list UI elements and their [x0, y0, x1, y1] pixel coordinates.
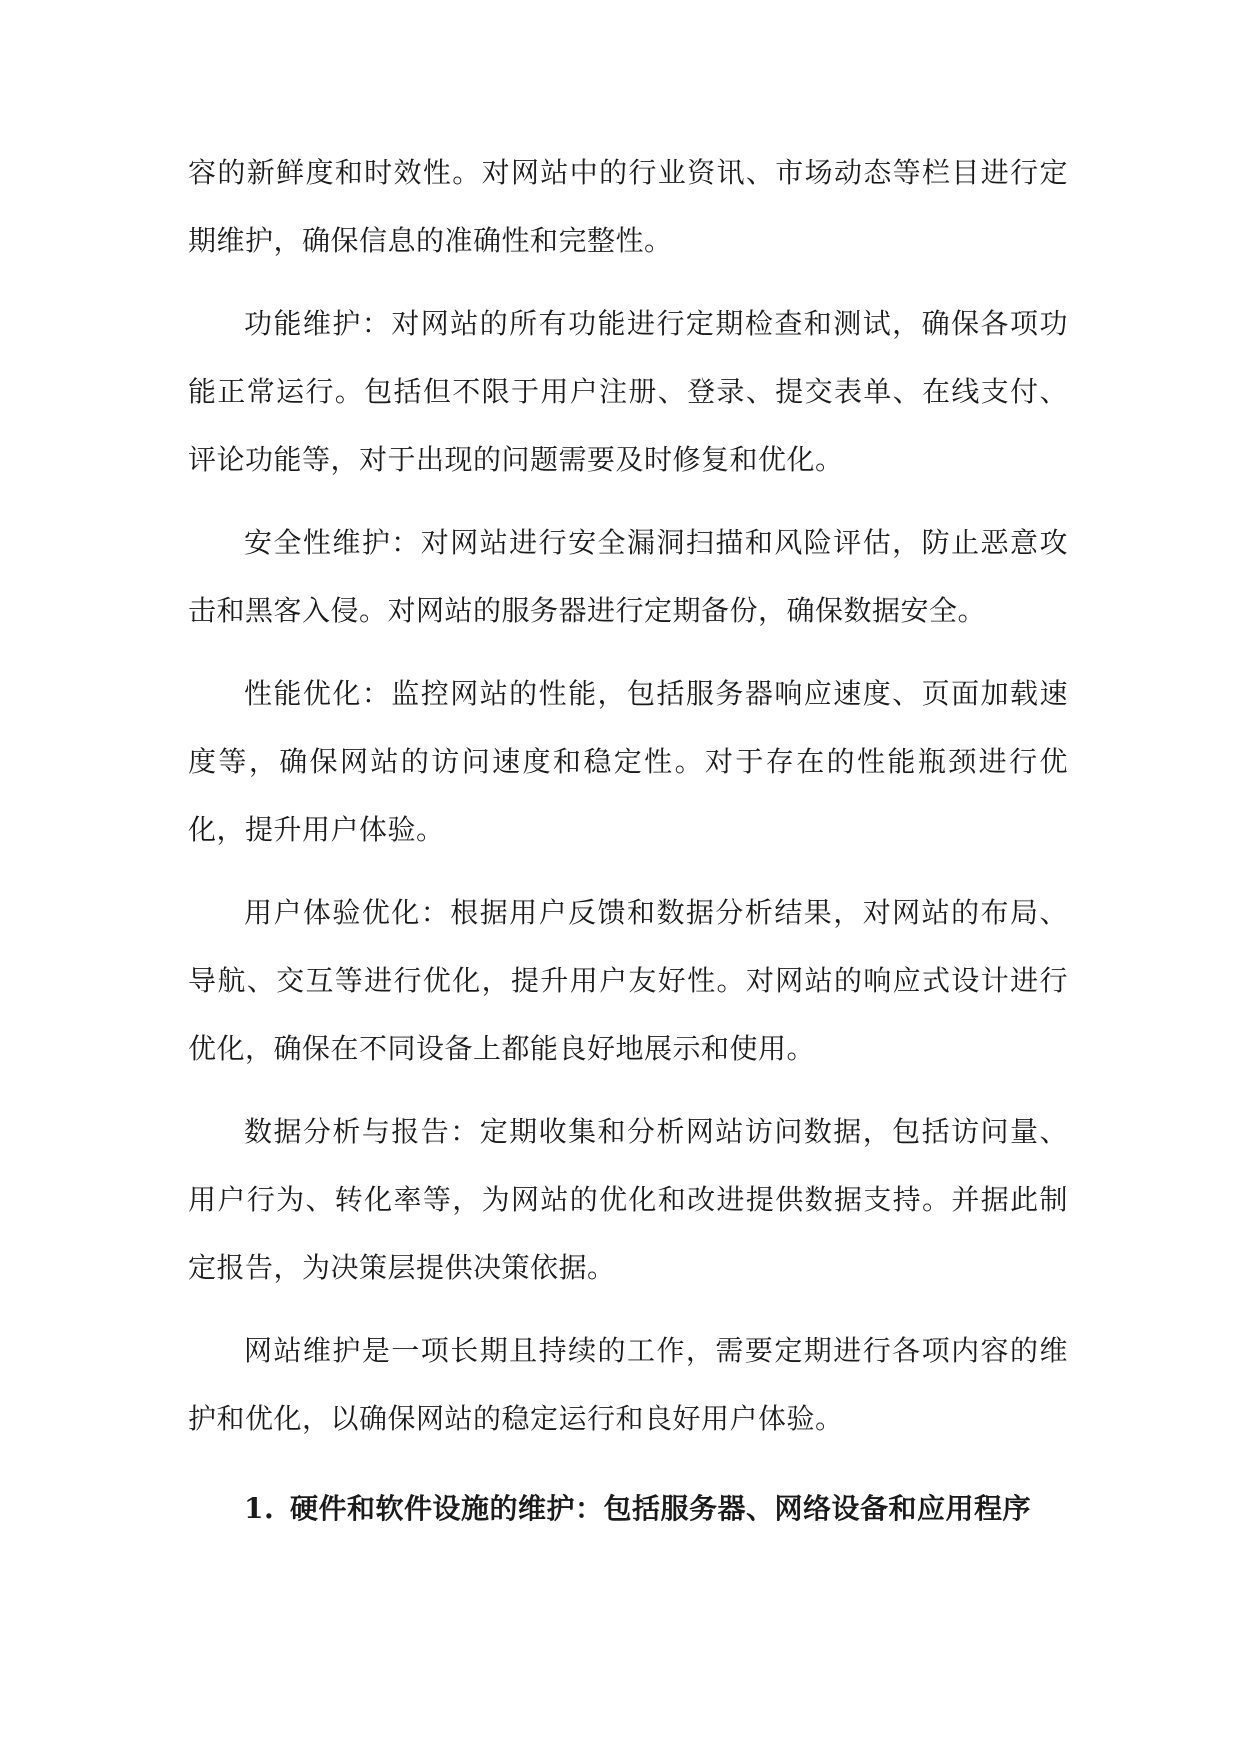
document-body	[188, 139, 1068, 1543]
paragraph-function-maintenance: 功能维护：对网站的所有功能进行定期检查和测试，确保各项功能正常运行。包括但不限于用户注册、登录、提交表单、在线支付、评论功能等，对于出现的问题需要及时修复和优化。	[188, 307, 1068, 476]
section-heading-number: 1.	[244, 1492, 275, 1525]
section-heading	[188, 1475, 1068, 1543]
section-heading-text: 硬件和软件设施的维护：包括服务器、网络设备和应用程序	[290, 1492, 1032, 1525]
paragraph-data-analysis: 数据分析与报告：定期收集和分析网站访问数据，包括访问量、用户行为、转化率等，为网站的优化和改进提供数据支持。并据此制定报告，为决策层提供决策依据。	[188, 1115, 1068, 1284]
paragraph-ux-optimization: 用户体验优化：根据用户反馈和数据分析结果，对网站的布局、导航、交互等进行优化，提升用户友好性。对网站的响应式设计进行优化，确保在不同设备上都能良好地展示和使用。	[188, 896, 1068, 1065]
paragraph-summary: 网站维护是一项长期且持续的工作，需要定期进行各项内容的维护和优化，以确保网站的稳定运行和良好用户体验。	[188, 1334, 1068, 1435]
paragraph-performance-optimization: 性能优化：监控网站的性能，包括服务器响应速度、页面加载速度等，确保网站的访问速度和稳定性。对于存在的性能瓶颈进行优化，提升用户体验。	[188, 677, 1068, 846]
paragraph-security-maintenance: 安全性维护：对网站进行安全漏洞扫描和风险评估，防止恶意攻击和黑客入侵。对网站的服务器进行定期备份，确保数据安全。	[188, 526, 1068, 627]
paragraph-content-freshness: 容的新鲜度和时效性。对网站中的行业资讯、市场动态等栏目进行定期维护，确保信息的准确性和完整性。	[188, 156, 1068, 257]
